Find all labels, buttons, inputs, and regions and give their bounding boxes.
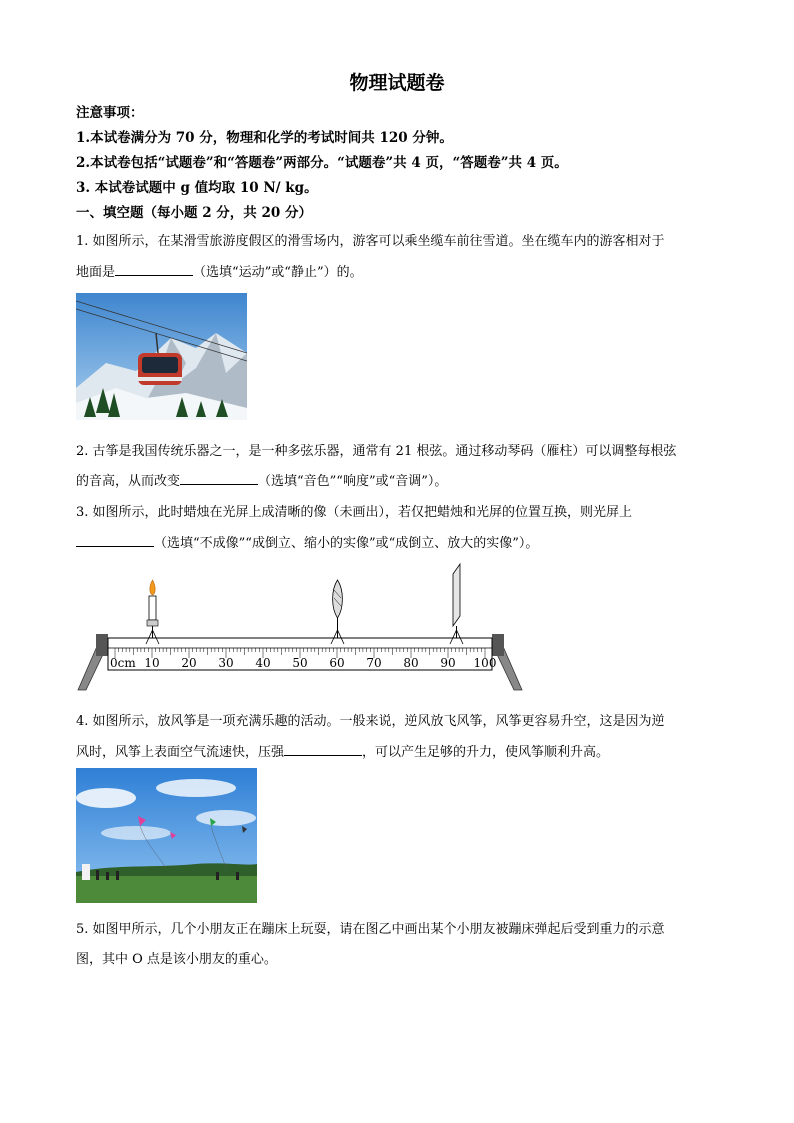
notice-item-1: 1.本试卷满分为 70 分，物理和化学的考试时间共 120 分钟。 xyxy=(76,130,453,146)
q4-text-line1: 4. 如图所示，放风筝是一项充满乐趣的活动。一般来说，逆风放飞风筝，风筝更容易升空，这是因为逆 xyxy=(76,714,665,729)
q4-answer-blank xyxy=(284,743,362,756)
light-screen xyxy=(450,564,463,644)
ruler-label: 20 xyxy=(181,656,197,670)
q4-prefix: 风时，风筝上表面空气流速快，压强 xyxy=(76,745,285,760)
candle xyxy=(146,580,159,644)
q3-text-line2 xyxy=(76,532,538,551)
ruler-label: 10 xyxy=(144,656,160,670)
q2-suffix: （选填“音色”“响度”或“音调”）。 xyxy=(258,474,448,489)
q2-text-line1: 2. 古筝是我国传统乐器之一，是一种多弦乐器，通常有 21 根弦。通过移动琴码（雁柱）可以调整每根弦 xyxy=(76,444,677,459)
convex-lens xyxy=(331,580,344,644)
q4-text-line2 xyxy=(76,741,609,760)
q1-suffix: （选填“运动”或“静止”）的。 xyxy=(193,265,363,280)
page-title: 物理试题卷 xyxy=(349,72,445,94)
ruler-label: 50 xyxy=(292,656,308,670)
optical-bench-figure xyxy=(74,560,526,694)
q4-suffix: ，可以产生足够的升力，使风筝顺利升高。 xyxy=(362,745,610,760)
ruler-label: 100 xyxy=(473,656,497,670)
q3-text-line1: 3. 如图所示，此时蜡烛在光屏上成清晰的像（未画出），若仅把蜡烛和光屏的位置互换，则光屏上 xyxy=(76,505,633,520)
q3-answer-blank xyxy=(76,534,154,547)
ruler-label: 70 xyxy=(366,656,382,670)
ruler-label: 40 xyxy=(255,656,271,670)
q5-text-line2: 图，其中 O 点是该小朋友的重心。 xyxy=(76,952,277,967)
q1-text-line1: 1. 如图所示，在某滑雪旅游度假区的滑雪场内，游客可以乘坐缆车前往雪道。坐在缆车内的游客相对于 xyxy=(76,234,665,249)
q1-answer-blank xyxy=(115,263,193,276)
kite-flying-photo xyxy=(76,768,257,903)
q3-suffix: （选填“不成像”“成倒立、缩小的实像”或“成倒立、放大的实像”）。 xyxy=(154,536,539,551)
section-heading: 一、填空题（每小题 2 分，共 20 分） xyxy=(76,205,312,221)
q2-prefix: 的音高，从而改变 xyxy=(76,474,181,489)
cable-car-photo xyxy=(76,293,247,420)
ruler-label: 0cm xyxy=(110,656,136,670)
q1-text-line2 xyxy=(76,261,363,280)
ruler-label: 90 xyxy=(440,656,456,670)
ruler-label: 30 xyxy=(218,656,234,670)
q2-answer-blank xyxy=(180,472,258,485)
notice-item-3: 3. 本试卷试题中 g 值均取 10 N/ kg。 xyxy=(76,180,318,196)
q1-prefix: 地面是 xyxy=(76,265,116,280)
ruler-label: 60 xyxy=(329,656,345,670)
right-end-block xyxy=(492,634,504,656)
left-end-block xyxy=(96,634,108,656)
ruler-label: 80 xyxy=(403,656,419,670)
notice-heading: 注意事项： xyxy=(76,105,144,121)
q2-text-line2 xyxy=(76,470,447,489)
notice-item-2: 2.本试卷包括“试题卷”和“答题卷”两部分。“试题卷”共 4 页，“答题卷”共 4 页。 xyxy=(76,155,568,171)
q5-text-line1: 5. 如图甲所示，几个小朋友正在蹦床上玩耍，请在图乙中画出某个小朋友被蹦床弹起后受到重力的示意 xyxy=(76,922,665,937)
